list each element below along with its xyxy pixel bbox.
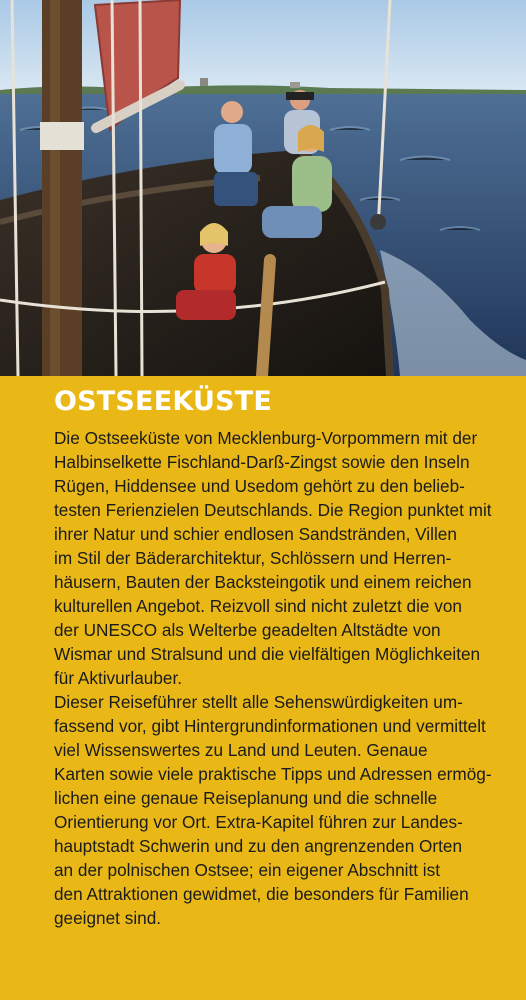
section-description <box>54 426 504 930</box>
text-line: Wismar und Stralsund und die vielfältigen Möglichkeiten <box>54 644 481 664</box>
text-line: an der polnischen Ostsee; ein eigener Abschnitt ist <box>54 860 440 880</box>
text-panel <box>0 376 526 1000</box>
text-line: viel Wissenswertes zu Land und Leuten. Genaue <box>54 740 428 760</box>
text-line: Die Ostseeküste von Mecklenburg-Vorpommern mit der <box>54 428 478 448</box>
text-line: Orientierung vor Ort. Extra-Kapitel führen zur Landes- <box>54 812 463 832</box>
text-line: ihrer Natur und schier endlosen Sandstränden, Villen <box>54 524 457 544</box>
text-line: hauptstadt Schwerin und zu den angrenzenden Orten <box>54 836 463 856</box>
text-line: der UNESCO als Welterbe geadelten Altstädte von <box>54 620 441 640</box>
section-title: OSTSEEKÜSTE <box>54 386 273 417</box>
text-line: testen Ferienzielen Deutschlands. Die Region punktet mit <box>54 500 492 520</box>
text-line: für Aktivurlauber. <box>54 668 183 688</box>
cover-photo-sailing-boat <box>0 0 526 376</box>
text-line: fassend vor, gibt Hintergrundinformationen und vermittelt <box>54 716 486 736</box>
text-line: Halbinselkette Fischland-Darß-Zingst sowie den Inseln <box>54 452 470 472</box>
text-line: im Stil der Bäderarchitektur, Schlössern und Herren- <box>54 548 452 568</box>
text-line: Rügen, Hiddensee und Usedom gehört zu den belieb- <box>54 476 465 496</box>
text-line: Karten sowie viele praktische Tipps und Adressen ermög- <box>54 764 492 784</box>
text-line: häusern, Bauten der Backsteingotik und einem reichen <box>54 572 472 592</box>
text-line: Dieser Reiseführer stellt alle Sehenswürdigkeiten um- <box>54 692 463 712</box>
text-line: geeignet sind. <box>54 908 162 928</box>
text-line: den Attraktionen gewidmet, die besonders für Familien <box>54 884 469 904</box>
text-line: kulturellen Angebot. Reizvoll sind nicht zuletzt die von <box>54 596 462 616</box>
text-line: lichen eine genaue Reiseplanung und die schnelle <box>54 788 438 808</box>
